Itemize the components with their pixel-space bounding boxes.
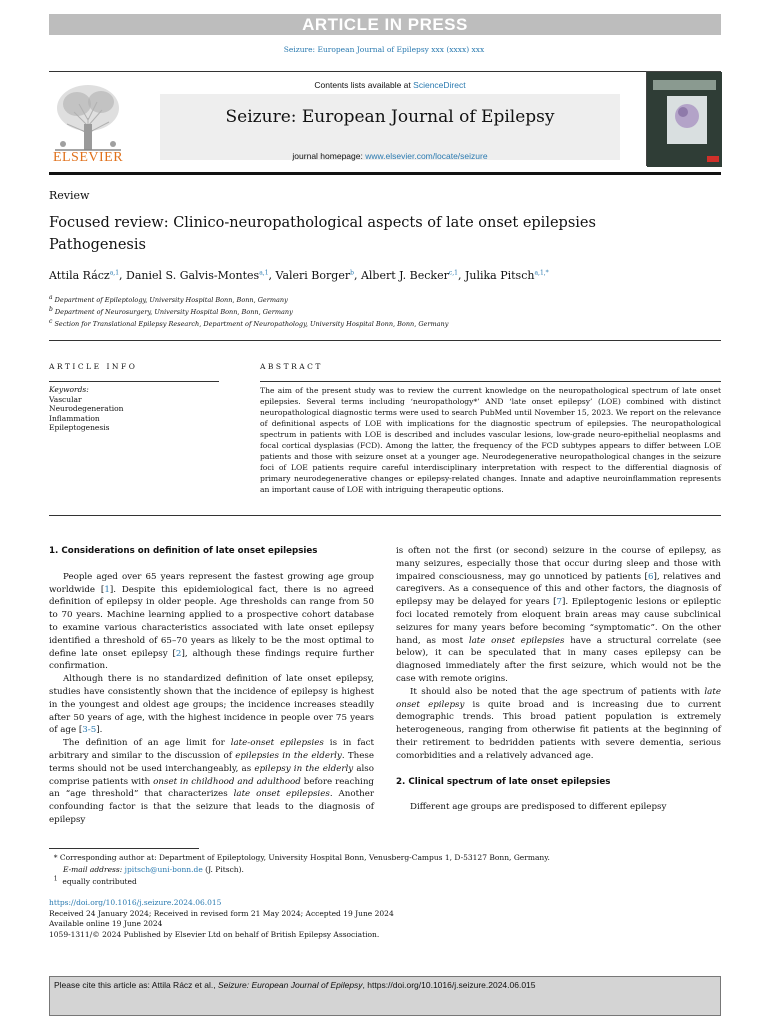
keywords-label: Keywords:	[49, 385, 89, 394]
author-name[interactable]: Julika Pitsch	[464, 269, 535, 282]
section-heading: 2. Clinical spectrum of late onset epilepsies	[396, 776, 611, 787]
text-run: late onset epilepsies	[233, 789, 330, 800]
elsevier-wordmark: ELSEVIER	[52, 150, 124, 165]
body-paragraph	[396, 686, 721, 763]
citation-ref[interactable]: 1	[104, 584, 110, 595]
body-paragraph	[49, 673, 374, 737]
article-title: Focused review: Clinico-neuropathological aspects of late onset epilepsies Pathogenesis	[49, 215, 596, 253]
contents-prefix: Contents lists available at	[314, 80, 411, 90]
keyword: Neurodegeneration	[49, 404, 124, 413]
sciencedirect-link[interactable]: ScienceDirect	[413, 80, 466, 90]
affiliation	[49, 293, 288, 304]
text-run: ]. Epileptogenic lesions or epileptic foci located remotely from eloquent brain areas may cause subclinical seizures for many years before becoming “symptomatic”. On the other hand, as most	[396, 597, 721, 646]
body-column-left	[49, 545, 374, 827]
section-heading: 1. Considerations on definition of late onset epilepsies	[49, 546, 318, 556]
affiliation	[49, 305, 293, 316]
keyword: Vascular	[49, 394, 82, 404]
publication-info	[49, 898, 394, 940]
abstract-rule	[260, 381, 721, 382]
text-run: late-onset epilepsies	[230, 738, 324, 749]
text-run: epilepsy in the elderly	[254, 763, 354, 774]
journal-homepage	[160, 151, 620, 161]
homepage-link[interactable]: www.elsevier.com/locate/seizure	[365, 151, 488, 161]
citation-doi[interactable]: , https://doi.org/10.1016/j.seizure.2024.06.015	[362, 980, 536, 990]
citation-ref[interactable]: 7	[556, 597, 563, 608]
homepage-prefix: journal homepage:	[292, 151, 363, 161]
text-run: The definition of an age limit for	[63, 738, 231, 749]
text-run: Although there is no standardized definition of late onset epilepsy, studies have consistently shown that the incidence of epilepsy is highest in the youngest and oldest age groups; the incidence increases steadily after 50 years of age, with the highest incidence in people over 75 years of age [	[49, 674, 374, 736]
author-affiliation-marker[interactable]: c,1	[448, 269, 458, 277]
text-run: have a structural correlate (see below), it can be speculated that in many cases epilepsy can be diagnosed immediately after the first seizure, which would not be the case with remote origins.	[396, 635, 721, 684]
journal-cover-image	[646, 71, 721, 166]
corresponding-author-note: * Corresponding author at: Department of Epileptology, University Hospital Bonn, Venusberg-Campus 1, D-53127 Bonn, Germany.	[49, 853, 550, 862]
keyword: Epileptogenesis	[49, 423, 110, 432]
article-info-heading: ARTICLE INFO	[49, 362, 138, 371]
text-run: onset in childhood and adulthood	[153, 776, 301, 787]
text-run: is quite broad and is increasing due to current demographic trends. This broad patient population is extremely heterogeneous, ranging from otherwise fit patients at the beginning of their retirement to bedridden patients with severe dementia, serious comorbidities and a relatively advanced age.	[396, 699, 721, 761]
citation-prefix: Please cite this article as: Attila Rácz et al.,	[54, 980, 216, 990]
article-info-rule	[49, 381, 219, 382]
body-column-right	[396, 545, 721, 814]
footnotes	[49, 852, 550, 888]
affiliation-text: Department of Neurosurgery, University Hospital Bonn, Bonn, Germany	[54, 308, 293, 316]
text-run: is often not the first (or second) seizure in the course of epilepsy, as many seizures, especially those that occur during sleep and those with impaired consciousness, may go unnoticed by patients [	[396, 546, 721, 582]
affiliation-text: Department of Epileptology, University Hospital Bonn, Bonn, Germany	[54, 296, 288, 304]
email-label: E-mail address:	[63, 865, 123, 874]
history-dates: Received 24 January 2024; Received in revised form 21 May 2024; Accepted 19 June 2024	[49, 908, 394, 918]
author-list: Attila Rácz$^{a,1}$, Daniel S. Galvis-Montes$^{a,1}$, Valeri Borger$^b$, Albert J. Becker$^{c,1}$, Julika Pitsch$^{a,1,*}$	[49, 269, 549, 282]
text-run: also comprise patients with	[49, 763, 374, 787]
corresponding-author-text: Corresponding author at: Department of Epileptology, University Hospital Bonn, Venusberg-Campus 1, D-53127 Bonn, Germany.	[59, 853, 550, 862]
text-run: People aged over 65 years represent the fastest growing age group worldwide [	[49, 571, 374, 595]
text-run: . These terms should not be used interchangeably, as	[49, 750, 374, 774]
affiliation-marker: a	[49, 293, 53, 301]
equal-contribution-note: $^1$ equally contributed	[53, 875, 137, 886]
body-paragraph	[49, 571, 374, 673]
email-suffix: (J. Pitsch).	[205, 865, 244, 874]
author-affiliation-marker[interactable]: a,1	[259, 269, 269, 277]
author-name[interactable]: Daniel S. Galvis-Montes	[126, 269, 260, 282]
text-run: It should also be noted that the age spectrum of patients with	[410, 686, 705, 697]
masthead-bottom-rule	[49, 172, 721, 175]
masthead-top-rule	[49, 71, 721, 72]
author-affiliation-marker[interactable]: b	[350, 269, 354, 277]
author-name[interactable]: Attila Rácz	[49, 269, 110, 282]
body-paragraph	[396, 801, 721, 814]
text-run: ].	[96, 725, 103, 736]
text-run: late onset epilepsy	[396, 686, 721, 710]
affiliation	[49, 317, 449, 328]
affiliation-marker: b	[49, 305, 53, 313]
abstract-bottom-rule	[49, 515, 721, 516]
citation-ref[interactable]: 2	[175, 648, 182, 659]
contents-line	[160, 80, 620, 90]
keywords-block	[49, 385, 124, 433]
text-run: ]. Despite this epidemiological fact, there is no agreed definition of epilepsy in older people. Age thresholds can range from 50 to 70 years. Machine learning applied to a prospective cohort database to examine various characteristics associated with late onset epilepsy identified a threshold of 65–70 years as likely to be the most optimal to define late onset epilepsy [	[49, 584, 374, 659]
citation-ref[interactable]: 6	[647, 571, 654, 582]
author-name[interactable]: Albert J. Becker	[360, 269, 449, 282]
text-run: epilepsies in the elderly	[235, 750, 342, 761]
text-run: before reaching an “age threshold” that characterizes	[49, 776, 374, 800]
text-run: ], relatives and caregivers. As a consequence of this and other factors, the diagnosis of epilepsy may be delayed for years [	[396, 571, 721, 608]
citation-ref[interactable]: 3-5	[82, 725, 97, 736]
available-online: Available online 19 June 2024	[49, 919, 163, 928]
text-run: is in fact arbitrary and similar to the discussion of	[49, 738, 374, 761]
text-run: . Another confounding factor is that the seizure that leads to the diagnosis of epilepsy	[49, 789, 374, 825]
affiliations-rule	[49, 340, 721, 341]
elsevier-logo	[49, 78, 127, 168]
journal-reference-link[interactable]: Seizure: European Journal of Epilepsy xxx (xxxx) xxx	[283, 45, 485, 54]
journal-title: Seizure: European Journal of Epilepsy	[225, 107, 555, 127]
affiliation-text: Section for Translational Epilepsy Research, Department of Neuropathology, University Hospital Bonn, Bonn, Germany	[54, 320, 449, 328]
article-type: Review	[49, 189, 90, 202]
footnote-rule	[49, 848, 199, 849]
author-name[interactable]: Valeri Borger	[275, 269, 351, 282]
author-affiliation-marker[interactable]: a,1,*	[534, 269, 549, 277]
text-run: Different age groups are predisposed to different epilepsy	[410, 802, 667, 813]
citation-journal: Seizure: European Journal of Epilepsy	[217, 980, 363, 990]
body-paragraph	[396, 545, 721, 686]
citation-box	[49, 976, 721, 1016]
affiliation-marker: c	[49, 317, 53, 325]
copyright-line: 1059-1311/© 2024 Published by Elsevier Ltd on behalf of British Epilepsy Association.	[49, 929, 380, 939]
equal-contribution-text: equally contributed	[62, 877, 137, 886]
author-affiliation-marker[interactable]: a,1	[109, 269, 120, 277]
text-run: late onset epilepsies	[468, 635, 565, 646]
doi-link[interactable]: https://doi.org/10.1016/j.seizure.2024.06.015	[49, 898, 222, 907]
article-in-press-banner: ARTICLE IN PRESS	[49, 14, 721, 35]
abstract-text: The aim of the present study was to review the current knowledge on the neuropathological spectrum of late onset epilepsies. Several terms including ‘neuropathology*’ AND ‘late onset epilepsy’ (LOE) combined with distinct neuropathological diagnostic terms were used to search PubMed until November 15, 2023. We report on the relevance of definitional aspects of LOE with implications for the diagnostic spectrum of epilepsies. The neuropathological spectrum in patients with LOE is described and includes vascular lesions, low-grade neuro-epithelial neoplasms and focal cortical dysplasias (FCD). Among the latter, the frequency of the FCD subtypes appears to differ between LOE patients and those with seizure onset at a younger age. Neurodegenerative neuropathological changes in the seizure foci of LOE patients require careful interdisciplinary interpretation with respect to the differential diagnosis of primary neurodegenerative changes or epilepsy-related changes. Innate and adaptive neuroinflammation represents an important cause of LOE with intriguing therapeutic options.	[260, 386, 721, 494]
keyword: Inflammation	[49, 413, 100, 423]
email-link[interactable]: jpitsch@uni-bonn.de	[124, 865, 203, 874]
abstract-heading: ABSTRACT	[260, 362, 323, 371]
body-paragraph	[49, 737, 374, 827]
text-run: ], although these findings require further confirmation.	[49, 648, 374, 672]
email-note	[49, 864, 550, 876]
